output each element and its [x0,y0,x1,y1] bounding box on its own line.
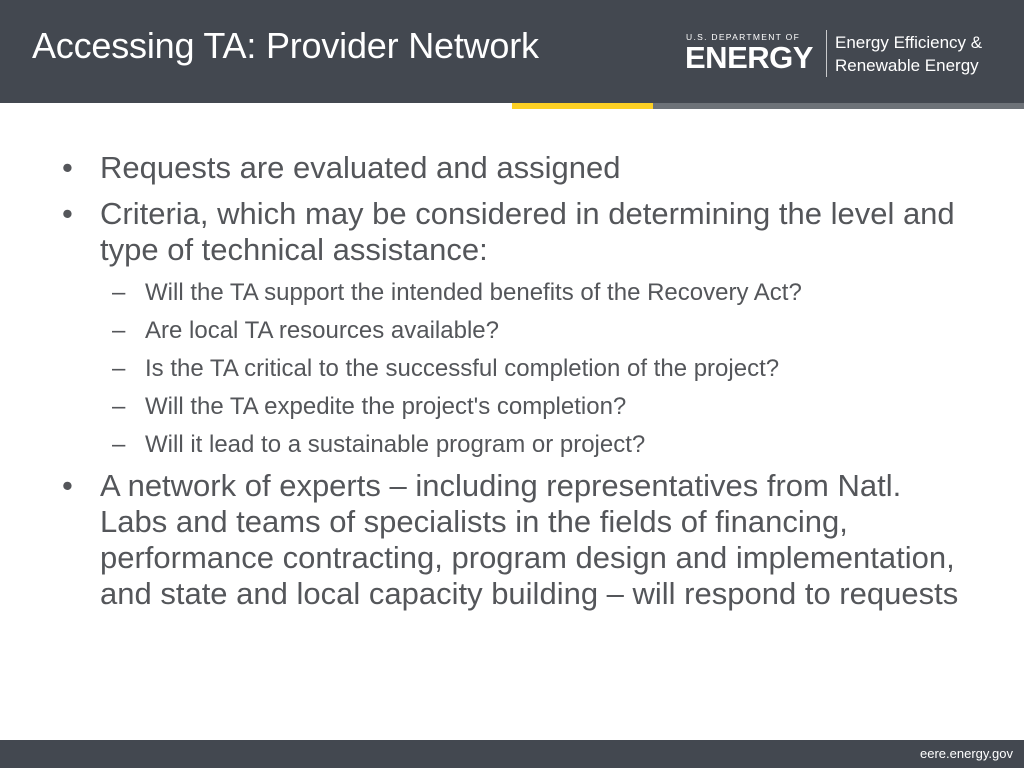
sub-bullet-item [54,278,974,308]
sub-bullet-text: Are local TA resources available? [145,317,499,344]
bullet-mark: • [62,150,73,185]
logo-divider [826,30,827,77]
sub-bullet-list [54,278,974,460]
logo-office [835,31,982,77]
logo-office-line2: Renewable Energy [835,56,979,75]
bullet-text: Criteria, which may be considered in determining the level and type of technical assistance: [100,196,955,267]
bullet-mark: • [62,468,73,503]
sub-bullet-mark: – [112,355,126,382]
doe-eere-logo [685,30,1005,80]
sub-bullet-item [54,354,974,384]
header-accent-yellow [512,103,653,109]
bullet-item [54,150,974,186]
footer-url: eere.energy.gov [920,746,1013,761]
sub-bullet-text: Is the TA critical to the successful completion of the project? [145,355,780,382]
header-accent-grey [653,103,1024,109]
sub-bullet-text: Will the TA support the intended benefits of the Recovery Act? [145,279,802,306]
bullet-item [54,196,974,268]
sub-bullet-item [54,392,974,422]
sub-bullet-mark: – [112,317,126,344]
sub-bullet-mark: – [112,279,126,306]
sub-bullet-item [54,430,974,460]
slide-body [54,150,974,622]
sub-bullet-mark: – [112,393,126,420]
slide-title: Accessing TA: Provider Network [32,25,539,66]
logo-agency: ENERGY [685,40,813,75]
sub-bullet-text: Will the TA expedite the project's completion? [145,393,627,420]
slide-header [0,0,1024,103]
slide-footer [0,740,1024,768]
sub-bullet-text: Will it lead to a sustainable program or project? [145,431,646,458]
bullet-text: Requests are evaluated and assigned [100,150,621,185]
bullet-text: A network of experts – including representatives from Natl. Labs and teams of specialists in the fields of financing, performance contracting, program design and implementation, and state and local capacity building – will respond to requests [100,468,959,611]
logo-department: U.S. DEPARTMENT OF [686,32,801,42]
logo-office-line1: Energy Efficiency & [835,33,983,52]
sub-bullet-mark: – [112,431,126,458]
sub-bullet-item [54,316,974,346]
bullet-mark: • [62,196,73,231]
bullet-item [54,468,974,612]
